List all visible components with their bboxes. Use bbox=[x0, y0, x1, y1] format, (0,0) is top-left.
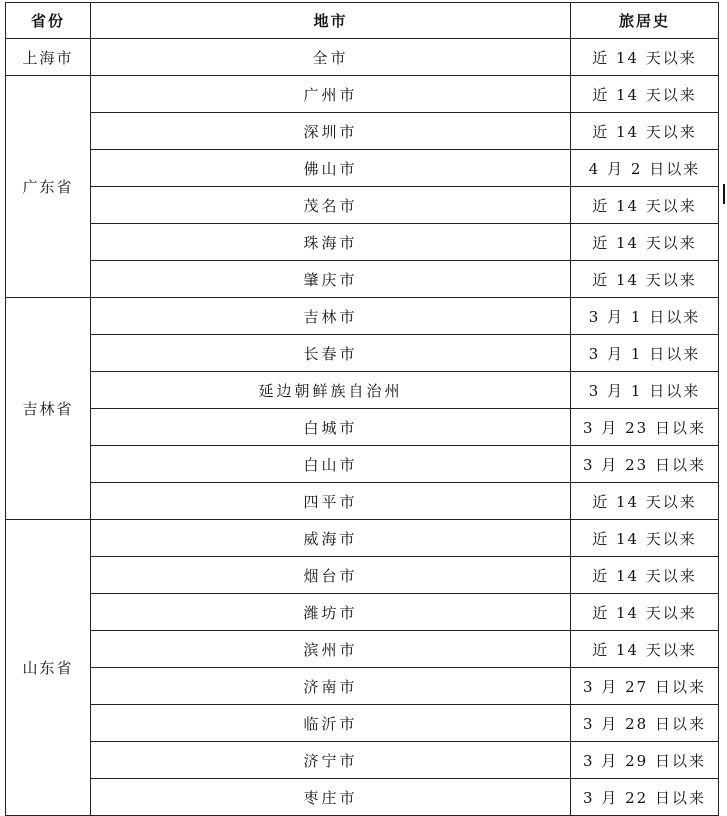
history-cell: 近 14 天以来 bbox=[571, 224, 719, 261]
history-cell: 3 月 23 日以来 bbox=[571, 446, 719, 483]
province-cell: 广东省 bbox=[6, 76, 91, 298]
city-cell: 济宁市 bbox=[91, 742, 571, 779]
city-cell: 四平市 bbox=[91, 483, 571, 520]
edge-mark bbox=[723, 184, 725, 204]
province-cell: 吉林省 bbox=[6, 298, 91, 520]
history-cell: 3 月 28 日以来 bbox=[571, 705, 719, 742]
history-cell: 近 14 天以来 bbox=[571, 594, 719, 631]
city-cell: 全市 bbox=[91, 39, 571, 76]
city-cell: 枣庄市 bbox=[91, 779, 571, 816]
city-cell: 广州市 bbox=[91, 76, 571, 113]
history-cell: 3 月 1 日以来 bbox=[571, 298, 719, 335]
history-cell: 近 14 天以来 bbox=[571, 113, 719, 150]
city-cell: 临沂市 bbox=[91, 705, 571, 742]
city-cell: 长春市 bbox=[91, 335, 571, 372]
history-cell: 近 14 天以来 bbox=[571, 557, 719, 594]
history-cell: 近 14 天以来 bbox=[571, 261, 719, 298]
city-cell: 白山市 bbox=[91, 446, 571, 483]
history-cell: 3 月 1 日以来 bbox=[571, 372, 719, 409]
history-cell: 3 月 27 日以来 bbox=[571, 668, 719, 705]
history-cell: 3 月 29 日以来 bbox=[571, 742, 719, 779]
table-row bbox=[6, 187, 719, 224]
table-row bbox=[6, 150, 719, 187]
table-row bbox=[6, 113, 719, 150]
history-cell: 近 14 天以来 bbox=[571, 76, 719, 113]
city-cell: 潍坊市 bbox=[91, 594, 571, 631]
table-row bbox=[6, 520, 719, 557]
table-row bbox=[6, 224, 719, 261]
header-history: 旅居史 bbox=[571, 3, 719, 39]
history-cell: 4 月 2 日以来 bbox=[571, 150, 719, 187]
city-cell: 延边朝鲜族自治州 bbox=[91, 372, 571, 409]
city-cell: 白城市 bbox=[91, 409, 571, 446]
header-city: 地市 bbox=[91, 3, 571, 39]
table-row bbox=[6, 372, 719, 409]
table-row bbox=[6, 557, 719, 594]
history-cell: 3 月 22 日以来 bbox=[571, 779, 719, 816]
table-row bbox=[6, 335, 719, 372]
header-province: 省份 bbox=[6, 3, 91, 39]
city-cell: 济南市 bbox=[91, 668, 571, 705]
city-cell: 茂名市 bbox=[91, 187, 571, 224]
table-row bbox=[6, 483, 719, 520]
travel-history-table bbox=[5, 2, 719, 816]
table-row bbox=[6, 594, 719, 631]
city-cell: 佛山市 bbox=[91, 150, 571, 187]
city-cell: 肇庆市 bbox=[91, 261, 571, 298]
history-cell: 近 14 天以来 bbox=[571, 483, 719, 520]
city-cell: 滨州市 bbox=[91, 631, 571, 668]
table-row bbox=[6, 298, 719, 335]
city-cell: 吉林市 bbox=[91, 298, 571, 335]
table-row bbox=[6, 409, 719, 446]
province-cell: 上海市 bbox=[6, 39, 91, 76]
table-row bbox=[6, 76, 719, 113]
table-row bbox=[6, 705, 719, 742]
table-row bbox=[6, 779, 719, 816]
history-cell: 3 月 1 日以来 bbox=[571, 335, 719, 372]
city-cell: 珠海市 bbox=[91, 224, 571, 261]
city-cell: 烟台市 bbox=[91, 557, 571, 594]
province-cell: 山东省 bbox=[6, 520, 91, 816]
table-row bbox=[6, 446, 719, 483]
table-row bbox=[6, 631, 719, 668]
table-body bbox=[6, 39, 719, 816]
history-cell: 近 14 天以来 bbox=[571, 631, 719, 668]
history-cell: 近 14 天以来 bbox=[571, 520, 719, 557]
table-row bbox=[6, 742, 719, 779]
city-cell: 威海市 bbox=[91, 520, 571, 557]
city-cell: 深圳市 bbox=[91, 113, 571, 150]
history-cell: 近 14 天以来 bbox=[571, 187, 719, 224]
table-header-row bbox=[6, 3, 719, 39]
table-row bbox=[6, 261, 719, 298]
history-cell: 3 月 23 日以来 bbox=[571, 409, 719, 446]
history-cell: 近 14 天以来 bbox=[571, 39, 719, 76]
table-row bbox=[6, 668, 719, 705]
table-row bbox=[6, 39, 719, 76]
